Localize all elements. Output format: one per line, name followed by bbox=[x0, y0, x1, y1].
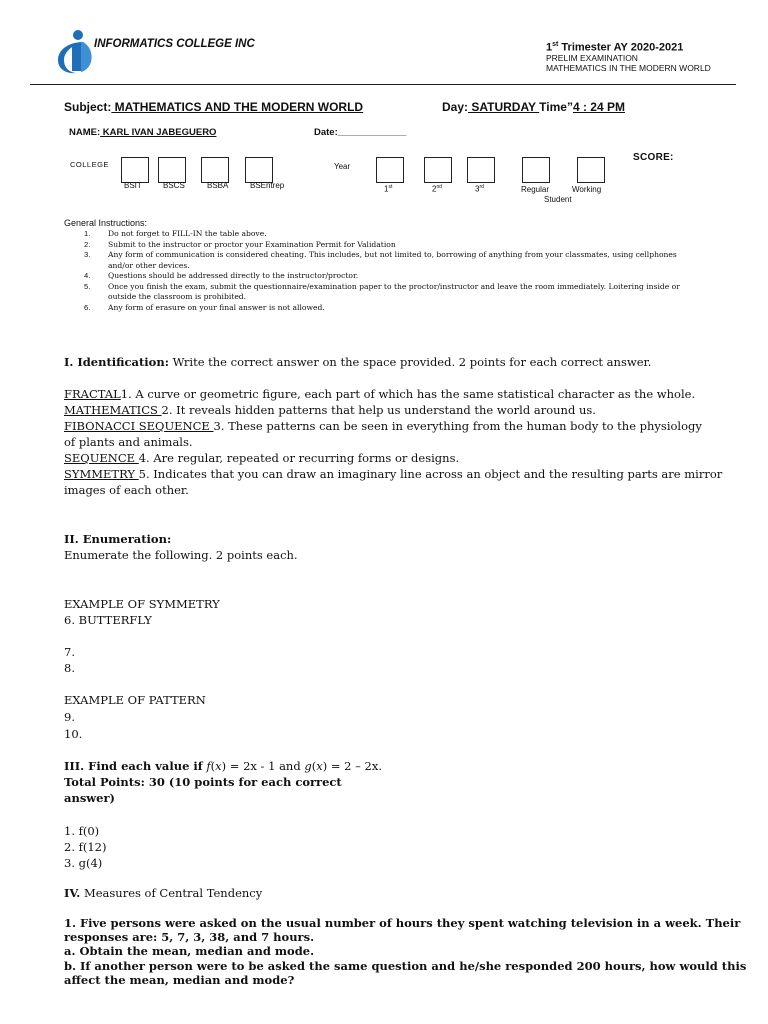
year-checkbox-3rd[interactable] bbox=[467, 157, 495, 183]
instruction-item: 6. Any form of erasure on your final answer is not allowed. bbox=[84, 302, 325, 312]
college-checkbox-bsentrep[interactable] bbox=[245, 157, 273, 183]
identification-item-2: MATHEMATICS 2. It reveals hidden patterns that help us understand the world around us. bbox=[64, 403, 596, 417]
part2-heading: II. Enumeration: bbox=[64, 532, 172, 546]
time-label: Time” bbox=[539, 100, 573, 114]
instructions-list bbox=[84, 229, 684, 313]
day-label: Day: bbox=[442, 100, 469, 114]
college-option-bsba: BSBA bbox=[207, 181, 229, 190]
symmetry-group-title: EXAMPLE OF SYMMETRY bbox=[64, 597, 220, 611]
part3-heading: III. Find each value if f(x) = 2x - 1 and g(x) = 2 – 2x. bbox=[64, 759, 383, 773]
part2-instruction: Enumerate the following. 2 points each. bbox=[64, 548, 298, 562]
year-option-1st: 1st bbox=[384, 184, 393, 194]
status-checkbox-regular[interactable] bbox=[522, 157, 550, 183]
header-divider bbox=[30, 84, 736, 85]
trimester-number: 1 bbox=[546, 41, 553, 54]
part3-total-line2: answer) bbox=[64, 791, 116, 805]
enumeration-item-10: 10. bbox=[64, 727, 83, 741]
part3-total-line1: Total Points: 30 (10 points for each correct bbox=[64, 775, 342, 789]
instructions-title: General Instructions: bbox=[64, 218, 148, 228]
college-checkbox-bsba[interactable] bbox=[201, 157, 229, 183]
central-tendency-q1-line2: responses are: 5, 7, 3, 38, and 7 hours. bbox=[64, 930, 315, 944]
status-option-working: Working bbox=[572, 185, 602, 194]
college-option-bsentrep: BSEntrep bbox=[250, 181, 285, 190]
part4-heading: IV. Measures of Central Tendency bbox=[64, 886, 263, 900]
name-value: KARL IVAN JABEGUERO bbox=[100, 127, 217, 138]
instruction-item: 1. Do not forget to FILL-IN the table above. bbox=[84, 229, 267, 238]
day-value: SATURDAY bbox=[468, 100, 540, 114]
college-checkbox-bscs[interactable] bbox=[158, 157, 186, 183]
year-checkbox-1st[interactable] bbox=[376, 157, 404, 183]
score-label: SCORE: bbox=[633, 152, 674, 163]
trimester-suffix: st bbox=[552, 41, 559, 48]
identification-item-3: FIBONACCI SEQUENCE 3. These patterns can be seen in everything from the human body to the physiology of plants and animals. bbox=[64, 419, 702, 449]
instruction-item: 5. Once you finish the exam, submit the questionnaire/examination paper to the proctor/instructor and leave the room immediately. Loitering inside or outside the classroom is prohibited. bbox=[84, 281, 680, 301]
subject-row bbox=[64, 100, 363, 114]
status-option-regular: Regular bbox=[521, 185, 550, 194]
course-title: MATHEMATICS IN THE MODERN WORLD bbox=[546, 62, 711, 73]
part1-heading: I. Identification: Write the correct answer on the space provided. 2 points for each correct answer. bbox=[64, 355, 652, 369]
exam-info bbox=[546, 40, 711, 73]
college-checkbox-bsit[interactable] bbox=[121, 157, 149, 183]
central-tendency-q1-b-line1: b. If another person were to be asked the same question and he/she responded 200 hours, how would this bbox=[64, 959, 747, 973]
pattern-group-title: EXAMPLE OF PATTERN bbox=[64, 693, 206, 707]
date-row bbox=[314, 127, 406, 138]
identification-item-5: SYMMETRY 5. Indicates that you can draw an imaginary line across an object and the resulting parts are mirror images of each other. bbox=[64, 467, 723, 497]
status-checkbox-working[interactable] bbox=[577, 157, 605, 183]
name-row bbox=[69, 127, 216, 138]
enumeration-item-8: 8. bbox=[64, 661, 75, 675]
enumeration-item-7: 7. bbox=[64, 645, 75, 659]
college-label: COLLEGE bbox=[70, 160, 109, 169]
function-question-3: 3. g(4) bbox=[64, 856, 103, 870]
answer-1: FRACTAL bbox=[64, 387, 121, 401]
instruction-item: 2. Submit to the instructor or proctor your Examination Permit for Validation bbox=[84, 239, 396, 249]
year-checkbox-2nd[interactable] bbox=[424, 157, 452, 183]
exam-type: PRELIM EXAMINATION bbox=[546, 52, 638, 63]
identification-item-4: SEQUENCE 4. Are regular, repeated or recurring forms or designs. bbox=[64, 451, 460, 465]
instruction-item: 3. Any form of communication is considered cheating. This includes, but not limited to, borrowing of anything from your classmates, using cellphones and/or other devices. bbox=[84, 250, 677, 270]
central-tendency-q1-b-line2: affect the mean, median and mode? bbox=[64, 973, 295, 987]
central-tendency-q1-line1: 1. Five persons were asked on the usual number of hours they spent watching television in a week. Their bbox=[64, 916, 741, 930]
year-option-3rd: 3rd bbox=[475, 184, 484, 194]
identification-item-1: FRACTAL1. A curve or geometric figure, each part of which has the same statistical character as the whole. bbox=[64, 387, 696, 401]
subject-value: MATHEMATICS AND THE MODERN WORLD bbox=[111, 100, 364, 114]
time-value: 4 : 24 PM bbox=[572, 100, 625, 114]
trimester-line: Trimester AY 2020-2021 bbox=[561, 41, 684, 54]
year-option-2nd: 2nd bbox=[432, 184, 443, 194]
college-option-bsit: BSIT bbox=[124, 181, 142, 190]
date-label: Date: bbox=[314, 127, 338, 138]
answer-2: MATHEMATICS bbox=[64, 403, 162, 417]
college-name: INFORMATICS COLLEGE INC bbox=[94, 38, 255, 50]
answer-5: SYMMETRY bbox=[64, 467, 139, 481]
function-question-1: 1. f(0) bbox=[64, 824, 100, 838]
college-option-bscs: BSCS bbox=[163, 181, 185, 190]
name-label: NAME: bbox=[69, 127, 101, 138]
function-question-2: 2. f(12) bbox=[64, 840, 107, 854]
year-label: Year bbox=[334, 162, 351, 171]
enumeration-item-6: 6. BUTTERFLY bbox=[64, 613, 152, 627]
answer-4: SEQUENCE bbox=[64, 451, 139, 465]
central-tendency-q1-a: a. Obtain the mean, median and mode. bbox=[64, 944, 315, 958]
day-row bbox=[442, 100, 625, 114]
instruction-item: 4. Questions should be addressed directly to the instructor/proctor. bbox=[84, 271, 359, 280]
date-blank: _____________ bbox=[337, 127, 407, 138]
subject-label: Subject: bbox=[64, 100, 112, 114]
enumeration-item-9: 9. bbox=[64, 710, 75, 724]
status-option-student: Student bbox=[544, 195, 572, 204]
answer-3: FIBONACCI SEQUENCE bbox=[64, 419, 214, 433]
college-logo bbox=[54, 28, 94, 74]
